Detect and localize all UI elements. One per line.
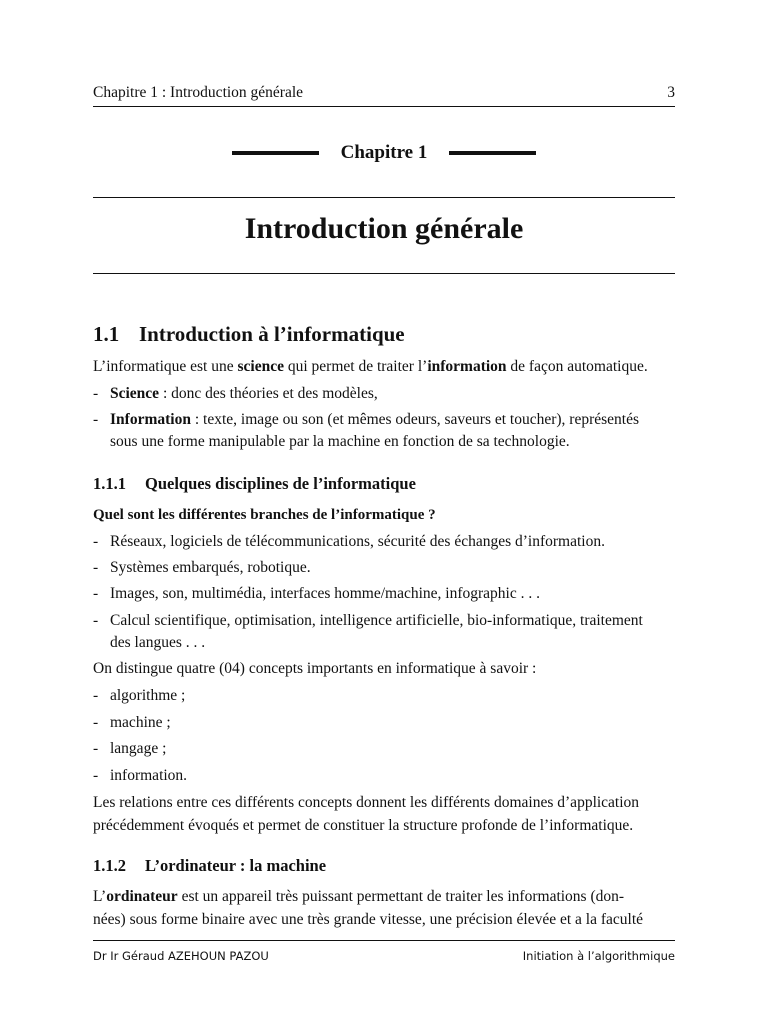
ordinateur-paragraph-line-1: [93, 888, 675, 906]
list-item: [93, 740, 675, 758]
list-dash: -: [93, 714, 99, 731]
list-item: [93, 385, 675, 403]
relations-paragraph-line-1: Les relations entre ces différents concepts donnent les différents domaines d’application: [93, 794, 640, 811]
running-header: [93, 84, 675, 107]
list-item: [93, 714, 675, 732]
chapter-bar-left: [232, 151, 319, 155]
ordinateur-text-a: L’: [93, 888, 107, 905]
header-chapter-title: Chapitre 1 : Introduction générale: [93, 84, 304, 101]
list-dash: -: [93, 767, 99, 784]
list-dash: -: [93, 559, 99, 576]
intro-bold-information: information: [427, 358, 507, 375]
list-item: [93, 533, 675, 551]
list-dash: -: [93, 740, 99, 757]
subsection-heading-1-1-1: [93, 474, 416, 494]
footer-course: Initiation à l’algorithmique: [522, 949, 675, 963]
subsection-title: Quelques disciplines de l’informatique: [145, 474, 416, 493]
list-text: Systèmes embarqués, robotique.: [110, 559, 311, 576]
list-text: Images, son, multimédia, interfaces homme/machine, infographic . . .: [110, 585, 540, 602]
subsection-number: 1.1.2: [93, 856, 126, 875]
subsection-heading-1-1-2: [93, 856, 326, 876]
list-item: [93, 585, 675, 603]
intro-text-2: qui permet de traiter l’: [283, 358, 428, 375]
ordinateur-text-c: est un appareil très puissant permettant de traiter les informations (don-: [177, 888, 625, 905]
intro-text-1: L’informatique est une: [93, 358, 238, 375]
list-text: Réseaux, logiciels de télécommunications, sécurité des échanges d’information.: [110, 533, 605, 550]
chapter-label: [93, 142, 675, 164]
list-item-continuation: sous une forme manipulable par la machine en fonction de sa technologie.: [110, 433, 570, 450]
concepts-intro: On distingue quatre (04) concepts importants en informatique à savoir :: [93, 660, 537, 677]
intro-bold-science: science: [237, 358, 284, 375]
list-text: machine ;: [110, 714, 171, 731]
chapter-title: Introduction générale: [244, 212, 524, 245]
relations-paragraph-line-2: précédemment évoqués et permet de constituer la structure profonde de l’informatique.: [93, 817, 634, 834]
list-text: : texte, image ou son (et mêmes odeurs, saveurs et toucher), représentés: [190, 411, 640, 428]
title-rule-top: [93, 197, 675, 198]
list-item: [93, 767, 675, 785]
page-footer: [93, 949, 675, 963]
list-dash: -: [93, 385, 99, 402]
list-item: [93, 687, 675, 705]
list-dash: -: [93, 612, 99, 629]
chapter-bar-right: [449, 151, 536, 155]
list-term: Science: [110, 385, 160, 402]
list-text: Calcul scientifique, optimisation, intelligence artificielle, bio-informatique, traitement: [110, 612, 643, 629]
section-title: Introduction à l’informatique: [139, 322, 405, 346]
list-item: [93, 612, 675, 630]
list-dash: -: [93, 585, 99, 602]
list-item: [93, 411, 675, 429]
list-text: information.: [110, 767, 188, 784]
footer-rule: [93, 940, 675, 941]
ordinateur-bold: ordinateur: [106, 888, 178, 905]
chapter-label-text: Chapitre 1: [340, 142, 428, 163]
section-heading-1-1: [93, 322, 405, 347]
list-text: algorithme ;: [110, 687, 186, 704]
question-text: Quel sont les différentes branches de l’informatique ?: [93, 507, 436, 523]
page-number: 3: [667, 84, 675, 101]
title-rule-bottom: [93, 273, 675, 274]
intro-paragraph: [93, 358, 675, 376]
list-dash: -: [93, 533, 99, 550]
list-dash: -: [93, 687, 99, 704]
section-number: 1.1: [93, 322, 120, 346]
ordinateur-paragraph-line-2: nées) sous forme binaire avec une très grande vitesse, une précision élevée et a la faculté: [93, 911, 644, 928]
list-item: [93, 559, 675, 577]
list-item-continuation: des langues . . .: [110, 634, 206, 651]
list-dash: -: [93, 411, 99, 428]
list-text: : donc des théories et des modèles,: [159, 385, 378, 402]
subsection-title: L’ordinateur : la machine: [145, 856, 327, 875]
subsection-number: 1.1.1: [93, 474, 126, 493]
footer-author: Dr Ir Géraud AZEHOUN PAZOU: [93, 949, 269, 963]
intro-text-3: de façon automatique.: [506, 358, 648, 375]
list-term: Information: [110, 411, 191, 428]
list-text: langage ;: [110, 740, 167, 757]
